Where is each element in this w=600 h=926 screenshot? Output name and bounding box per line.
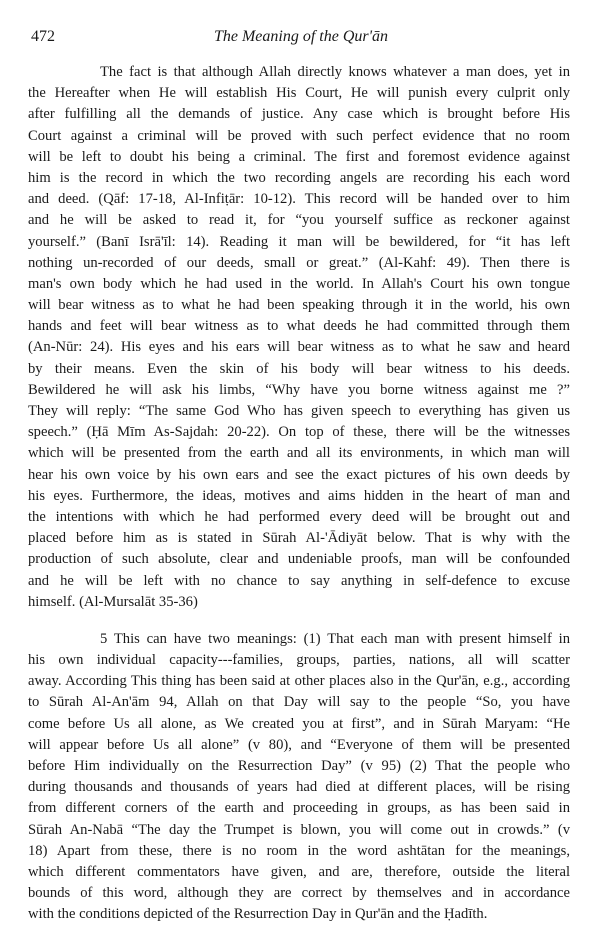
text-line: 18) Apart from these, there is no room in the word ashtātan for the meanings, [28,842,570,859]
text-line: before Him individually on the Resurrection Day” (v 95) (2) That the people who [28,758,570,774]
text-line: man's own body which he had used in the world. In Allah's Court his own tongue [28,275,570,292]
text-line: come before Us all alone, as We created you at first”, and in Sūrah Maryam: “He [28,715,570,732]
text-line: and he will be left with no chance to say anything in self-defence to excuse [28,572,570,589]
text-line: speech.” (Ḥā Mīm As-Sajdah: 20-22). On top of these, there will be the witnesses [28,424,570,441]
text-line: hands and feet will bear witness as to what deeds he had committed through them [28,318,570,335]
text-line: his eyes. Furthermore, the ideas, motives and aims hidden in the heart of man and [28,487,570,504]
text-line: yourself.” (Banī Isrā'īl: 14). Reading it man will be bewildered, for “it has left [28,233,570,250]
text-line: Court against a criminal will be proved with such perfect evidence that no room [28,127,570,144]
text-line: production of such absolute, clear and undeniable proofs, man will be confounded [28,551,570,568]
text-line: will be left to doubt his being a criminal. The first and foremost evidence against [28,148,570,165]
text-line: (An-Nūr: 24). His eyes and his ears will bear witness as to what he saw and heard [28,339,570,356]
text-line: and he will be asked to read it, for “you yourself suffice as reckoner against [28,212,570,229]
text-line: Sūrah An-Nabā “The day the Trumpet is blown, you will come out in crowds.” (v [28,821,570,838]
text-line: by their means. Even the skin of his body will bear witness to his deeds. [28,360,570,377]
text-line: bounds of this word, although they are correct by themselves and in accordance [28,885,570,902]
paragraph-gap [72,613,570,629]
text-line: with the conditions depicted of the Resurrection Day in Qur'ān and the Ḥadīth. [28,906,488,923]
text-line: will appear before Us all alone” (v 80), and “Everyone of them will be presented [28,736,570,753]
text-line: after fulfilling all the demands of justice. Any case which is brought before His [28,106,570,123]
text-line: him is the record in which the two recording angels are recording his each word [28,169,570,186]
text-line: away. According This thing has been said at other places also in the Qur'ān, e.g., according [28,673,570,690]
page-number: 472 [31,28,55,45]
text-line: They will reply: “The same God Who has given speech to everything has given us [28,403,570,419]
text-line: will bear witness as to what he had been speaking through it in the world, his own [28,297,570,314]
text-line: which different commentators have given, and are, therefore, outside the literal [28,863,570,880]
page-header [31,28,571,52]
body-text [28,62,570,926]
text-line: and deed. (Qāf: 17-18, Al-Infiṭār: 10-12). This record will be handed over to him [28,191,570,208]
paragraph [28,62,570,613]
running-title: The Meaning of the Qur'ān [213,28,389,45]
text-line: from different corners of the earth and proceeding in groups, as has been said in [28,800,570,817]
text-line: Bewildered he will ask his limbs, “Why have you borne witness against me ?” [28,381,570,398]
text-line: himself. (Al-Mursalāt 35-36) [28,593,198,610]
text-line: the Hereafter when He will establish His Court, He will punish every culprit only [28,85,570,102]
text-line: during thousands and thousands of years had died at different places, will be rising [28,779,570,796]
text-line: which will be presented from the earth and all its environments, in which man will [28,445,570,462]
paragraph [28,629,570,926]
text-line: 5 This can have two meanings: (1) That each man with present himself in [100,630,570,647]
text-line: nothing un-recorded of our deeds, small or great.” (Al-Kahf: 49). Then there is [28,254,570,271]
text-line: The fact is that although Allah directly knows whatever a man does, yet in [100,64,570,80]
text-line: to Sūrah Al-An'ām 94, Allah on that Day will say to the people “So, you have [28,694,570,711]
text-line: his own individual capacity---families, groups, parties, nations, all will scatter [28,652,570,669]
text-line: the intentions with which he had performed every deed will be brought out and [28,508,570,525]
text-line: placed before him as is stated in Sūrah Al-'Ādiyāt below. That is why with the [28,530,570,547]
text-line: hear his own voice by his own ears and see the exact pictures of his own deeds by [28,466,570,483]
